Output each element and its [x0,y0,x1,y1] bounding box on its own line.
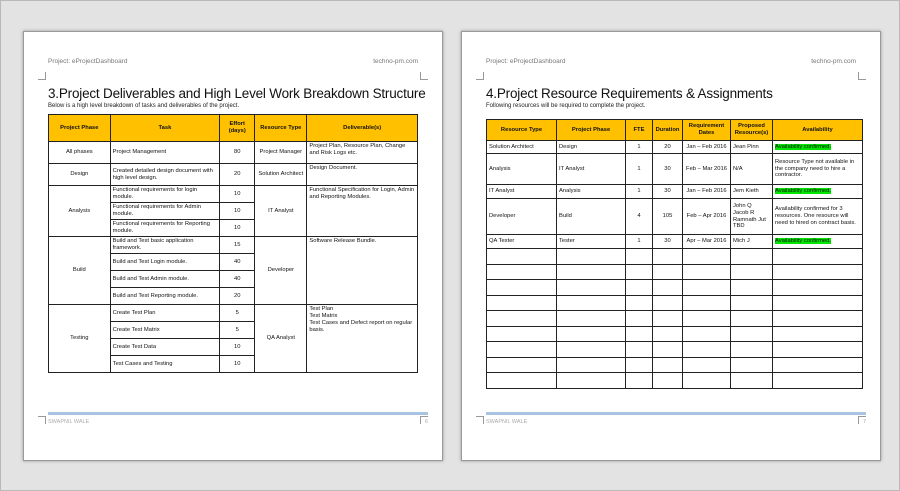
effort-cell: 5 [220,322,255,339]
fte-cell: 1 [626,185,653,199]
empty-cell [731,373,773,389]
dates-cell: Jan – Feb 2016 [683,141,731,154]
empty-cell [487,264,557,280]
resource-cell: Solution Architect [487,141,557,154]
fte-cell: 1 [626,235,653,249]
crop-mark [476,72,484,80]
duration-cell: 20 [653,141,683,154]
empty-cell [653,249,683,265]
col-header: Task [110,115,220,142]
phase-cell: Design [49,164,111,186]
empty-cell [626,264,653,280]
col-header: Effort (days) [220,115,255,142]
effort-cell: 5 [220,305,255,322]
col-header: Resource Type [487,120,557,141]
duration-cell: 30 [653,154,683,185]
resource-cell: Developer [487,199,557,235]
empty-cell [731,357,773,373]
task-cell: Build and Test Admin module. [110,271,220,288]
wbs-table [48,114,418,373]
phase-cell: IT Analyst [557,154,626,185]
empty-cell [626,373,653,389]
empty-row [487,311,863,327]
empty-cell [653,326,683,342]
empty-cell [773,373,863,389]
dates-cell: Apr – Mar 2016 [683,235,731,249]
empty-cell [653,311,683,327]
effort-cell: 20 [220,164,255,186]
dates-cell: Feb – Mar 2016 [683,154,731,185]
empty-cell [626,357,653,373]
empty-cell [773,280,863,296]
availability-cell: Resource Type not available in the company need to hire a contractor. [773,154,863,185]
empty-cell [557,326,626,342]
empty-cell [773,357,863,373]
task-cell: Create Test Data [110,339,220,356]
effort-cell: 40 [220,271,255,288]
resource-cell: Analysis [487,154,557,185]
effort-cell: 10 [220,339,255,356]
page-number: 6 [424,419,428,425]
task-cell: Build and Test Reporting module. [110,288,220,305]
empty-cell [683,264,731,280]
empty-cell [731,295,773,311]
footer-author: SWAPNIL WALE [486,419,528,425]
empty-cell [683,373,731,389]
empty-row [487,357,863,373]
effort-cell: 10 [220,220,255,237]
table-row [487,141,863,154]
proposed-cell: Jem Kieth [731,185,773,199]
empty-cell [683,280,731,296]
empty-cell [487,311,557,327]
empty-cell [773,326,863,342]
phase-cell: Analysis [557,185,626,199]
fte-cell: 1 [626,141,653,154]
col-header: Project Phase [557,120,626,141]
availability-cell [773,235,863,249]
empty-row [487,249,863,265]
proposed-cell: John Q Jacob R Ramnath Jut TBD [731,199,773,235]
empty-cell [731,326,773,342]
empty-cell [731,280,773,296]
task-cell: Functional requirements for Admin module. [110,203,220,220]
task-cell: Test Cases and Testing [110,356,220,373]
empty-cell [557,280,626,296]
section-intro: Below is a high level breakdown of tasks and deliverables of the project. [48,103,240,109]
empty-cell [626,311,653,327]
empty-cell [487,357,557,373]
section-intro: Following resources will be required to complete the project. [486,103,646,109]
phase-cell: Build [557,199,626,235]
effort-cell: 10 [220,356,255,373]
resource-cell: Project Manager [255,142,307,164]
empty-cell [626,280,653,296]
empty-cell [773,342,863,358]
effort-cell: 15 [220,237,255,254]
table-row [487,235,863,249]
empty-cell [557,342,626,358]
empty-cell [487,342,557,358]
empty-cell [557,357,626,373]
task-cell: Functional requirements for Reporting module. [110,220,220,237]
phase-cell: Build [49,237,111,305]
empty-cell [773,264,863,280]
availability-cell: Availability confirmed for 3 resources. One resource will need to hired on contract basis. [773,199,863,235]
empty-cell [626,295,653,311]
deliverable-cell: Functional Specification for Login, Admin and Reporting Modules. [307,186,418,237]
empty-cell [773,311,863,327]
table-header-row [49,115,418,142]
empty-cell [557,373,626,389]
phase-cell: Tester [557,235,626,249]
col-header: Duration [653,120,683,141]
task-cell: Create Test Plan [110,305,220,322]
empty-cell [683,342,731,358]
empty-cell [731,264,773,280]
deliverable-cell: Project Plan, Resource Plan, Change and Risk Logs etc. [307,142,418,164]
empty-row [487,264,863,280]
empty-cell [653,357,683,373]
table-row [49,305,418,322]
crop-mark [858,72,866,80]
table-row [487,185,863,199]
table-row [487,199,863,235]
empty-cell [487,373,557,389]
table-row [49,186,418,203]
empty-cell [731,342,773,358]
availability-highlight: Availability confirmed. [775,188,831,195]
empty-cell [683,295,731,311]
empty-cell [626,326,653,342]
empty-cell [731,249,773,265]
effort-cell: 10 [220,186,255,203]
duration-cell: 30 [653,185,683,199]
table-header-row [487,120,863,141]
empty-row [487,280,863,296]
empty-cell [557,264,626,280]
empty-cell [683,249,731,265]
phase-cell: Analysis [49,186,111,237]
availability-cell [773,185,863,199]
effort-cell: 20 [220,288,255,305]
empty-cell [626,249,653,265]
task-cell: Create Test Matrix [110,322,220,339]
empty-cell [653,280,683,296]
table-row [49,237,418,254]
empty-cell [683,326,731,342]
footer-author: SWAPNIL WALE [48,419,90,425]
header-site: techno-pm.com [811,58,856,65]
effort-cell: 40 [220,254,255,271]
deliverable-cell: Software Release Bundle. [307,237,418,305]
empty-cell [653,295,683,311]
crop-mark [38,416,46,424]
task-cell: Project Management [110,142,220,164]
crop-mark [476,416,484,424]
fte-cell: 1 [626,154,653,185]
resource-cell: IT Analyst [487,185,557,199]
header-project: Project: eProjectDashboard [486,58,566,65]
empty-cell [557,311,626,327]
resource-cell: QA Tester [487,235,557,249]
phase-cell: All phases [49,142,111,164]
empty-cell [487,280,557,296]
empty-row [487,295,863,311]
empty-cell [653,373,683,389]
deliverable-cell: Design Document. [307,164,418,186]
empty-row [487,326,863,342]
col-header: Requirement Dates [683,120,731,141]
crop-mark [38,72,46,80]
dates-cell: Jan – Feb 2016 [683,185,731,199]
resource-cell: QA Analyst [255,305,307,373]
col-header: FTE [626,120,653,141]
page-7 [461,31,881,461]
task-cell: Created detailed design document with high level design. [110,164,220,186]
phase-cell: Design [557,141,626,154]
table-row [49,142,418,164]
empty-cell [626,342,653,358]
footer-rule [48,412,428,415]
dates-cell: Feb – Apr 2016 [683,199,731,235]
resource-cell: Solution Architect [255,164,307,186]
phase-cell: Testing [49,305,111,373]
empty-cell [731,311,773,327]
page-number: 7 [862,419,866,425]
empty-cell [653,342,683,358]
proposed-cell: N/A [731,154,773,185]
fte-cell: 4 [626,199,653,235]
page-6 [23,31,443,461]
empty-cell [487,295,557,311]
availability-highlight: Availability confirmed. [775,238,831,245]
effort-cell: 10 [220,203,255,220]
col-header: Project Phase [49,115,111,142]
task-cell: Functional requirements for login module. [110,186,220,203]
proposed-cell: Jean Pinn [731,141,773,154]
empty-cell [557,249,626,265]
task-cell: Build and Test Login module. [110,254,220,271]
empty-cell [557,295,626,311]
resource-table [486,119,863,389]
col-header: Availability [773,120,863,141]
empty-cell [487,326,557,342]
resource-cell: Developer [255,237,307,305]
duration-cell: 30 [653,235,683,249]
empty-row [487,373,863,389]
empty-cell [683,357,731,373]
task-cell: Build and Test basic application framework. [110,237,220,254]
empty-cell [487,249,557,265]
header-site: techno-pm.com [373,58,418,65]
col-header: Proposed Resource(s) [731,120,773,141]
deliverable-cell: Test Plan Test Matrix Test Cases and Defect report on regular basis. [307,305,418,373]
col-header: Resource Type [255,115,307,142]
availability-highlight: Availability confirmed. [775,143,831,150]
empty-cell [653,264,683,280]
empty-cell [683,311,731,327]
proposed-cell: Mich J [731,235,773,249]
footer-rule [486,412,866,415]
resource-cell: IT Analyst [255,186,307,237]
header-project: Project: eProjectDashboard [48,58,128,65]
table-row [487,154,863,185]
empty-cell [773,249,863,265]
col-header: Deliverable(s) [307,115,418,142]
section-title: 3.Project Deliverables and High Level Work Breakdown Structure [48,86,426,101]
crop-mark [420,72,428,80]
empty-row [487,342,863,358]
table-row [49,164,418,186]
empty-cell [773,295,863,311]
duration-cell: 105 [653,199,683,235]
effort-cell: 80 [220,142,255,164]
availability-cell [773,141,863,154]
section-title: 4.Project Resource Requirements & Assignments [486,86,773,101]
